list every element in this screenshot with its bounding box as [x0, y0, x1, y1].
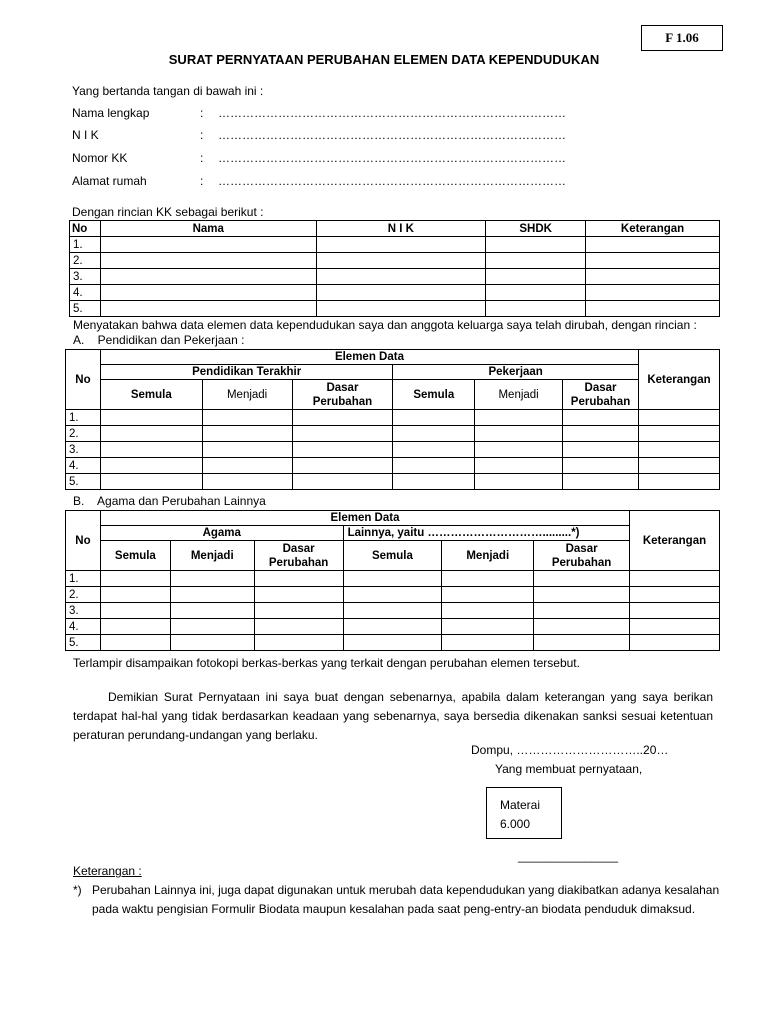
perubahan-line: Perubahan [570, 395, 631, 408]
materai-label: Materai [500, 798, 541, 812]
pendidikan-header: Pendidikan Terakhir [100, 365, 392, 380]
row-number: 4. [70, 285, 101, 301]
field-label: Nama lengkap [72, 106, 150, 120]
table-row[interactable] [66, 587, 720, 603]
col-no: No [70, 221, 101, 237]
field-label: Nomor KK [72, 151, 128, 165]
row-number: 4. [66, 458, 101, 474]
col-no: No [66, 350, 101, 410]
intro-text: Yang bertanda tangan di bawah ini : [72, 84, 264, 98]
table-row[interactable] [70, 269, 720, 285]
closing-paragraph: Demikian Surat Pernyataan ini saya buat dengan sebenarnya, apabila dalam keterangan yang saya berikan terdapat hal-hal yang tidak berdasarkan keadaan yang sebenarnya, saya bersedia dikenakan sanksi sesuai ketentuan peraturan perundang-undangan yang berlaku. [73, 690, 713, 742]
table-row[interactable] [66, 442, 720, 458]
education-job-table [65, 349, 720, 490]
note-text-line-1: Perubahan Lainnya ini, juga dapat digunakan untuk merubah data kependudukan yang diakibatkan adanya kesalahan [92, 883, 720, 897]
kk-table [69, 220, 720, 317]
col-semula: Semula [343, 541, 442, 571]
pekerjaan-header: Pekerjaan [393, 365, 639, 380]
col-no: No [66, 511, 101, 571]
materai-stamp-box [486, 787, 562, 839]
row-number: 1. [70, 237, 101, 253]
col-dasar-perubahan [563, 380, 639, 410]
row-number: 3. [70, 269, 101, 285]
table-header-row [70, 221, 720, 237]
table-row[interactable] [70, 253, 720, 269]
col-keterangan: Keterangan [630, 511, 720, 571]
place-date: Dompu, …………………………..20… [471, 743, 669, 757]
table-row[interactable] [66, 426, 720, 442]
field-label: Alamat rumah [72, 174, 147, 188]
dasar-line: Dasar [326, 381, 359, 394]
note-text-line-2: pada waktu pengisian Formulir Biodata maupun kesalahan pada saat peng-entry-an biodata penduduk dimaksud. [92, 902, 696, 916]
col-nama: Nama [100, 221, 316, 237]
col-menjadi: Menjadi [170, 541, 254, 571]
table-row[interactable] [66, 571, 720, 587]
dasar-line: Dasar [282, 542, 315, 555]
field-dots: …………………………………………………………………………… [218, 128, 566, 142]
row-number: 4. [66, 619, 101, 635]
notes-title: Keterangan : [73, 864, 142, 878]
elemen-data-header: Elemen Data [100, 350, 638, 365]
table-row[interactable] [70, 301, 720, 317]
col-nik: N I K [316, 221, 486, 237]
col-dasar-perubahan [292, 380, 393, 410]
kk-intro: Dengan rincian KK sebagai berikut : [72, 205, 264, 219]
row-number: 1. [66, 410, 101, 426]
table-row[interactable] [66, 619, 720, 635]
form-code-box: F 1.06 [641, 25, 723, 51]
dasar-line: Dasar [565, 542, 598, 555]
perubahan-line: Perubahan [312, 395, 373, 408]
row-number: 3. [66, 603, 101, 619]
note-marker: *) [73, 883, 82, 897]
field-dots: …………………………………………………………………………… [218, 151, 566, 165]
table-row[interactable] [66, 635, 720, 651]
section-a-label: A. Pendidikan dan Pekerjaan : [73, 333, 245, 347]
row-number: 2. [70, 253, 101, 269]
table-row[interactable] [70, 285, 720, 301]
field-dots: …………………………………………………………………………… [218, 106, 566, 120]
perubahan-line: Perubahan [268, 556, 329, 569]
col-keterangan: Keterangan [638, 350, 719, 410]
table-row[interactable] [66, 603, 720, 619]
lainnya-header: Lainnya, yaitu ………………………….........*) [343, 526, 629, 541]
col-menjadi: Menjadi [202, 380, 292, 410]
col-semula: Semula [100, 380, 202, 410]
row-number: 2. [66, 426, 101, 442]
col-semula: Semula [393, 380, 475, 410]
col-dasar-perubahan [534, 541, 630, 571]
table-row[interactable] [66, 410, 720, 426]
field-label: N I K [72, 128, 99, 142]
statement-text: Menyatakan bahwa data elemen data kependudukan saya dan anggota keluarga saya telah dirubah, dengan rincian : [73, 318, 697, 332]
table-row[interactable] [70, 237, 720, 253]
perubahan-line: Perubahan [551, 556, 612, 569]
signer-label: Yang membuat pernyataan, [495, 762, 643, 776]
col-menjadi: Menjadi [442, 541, 534, 571]
row-number: 2. [66, 587, 101, 603]
materai-value: 6.000 [500, 817, 531, 831]
field-colon: : [200, 106, 204, 120]
dasar-line: Dasar [584, 381, 617, 394]
col-dasar-perubahan [254, 541, 343, 571]
row-number: 5. [66, 635, 101, 651]
field-colon: : [200, 174, 204, 188]
religion-other-table [65, 510, 720, 651]
section-b-label: B. Agama dan Perubahan Lainnya [73, 494, 266, 508]
table-row[interactable] [66, 474, 720, 490]
col-menjadi: Menjadi [475, 380, 563, 410]
agama-header: Agama [100, 526, 343, 541]
document-title: SURAT PERNYATAAN PERUBAHAN ELEMEN DATA KEPENDUDUKAN [168, 52, 600, 67]
row-number: 3. [66, 442, 101, 458]
col-keterangan: Keterangan [586, 221, 720, 237]
table-row[interactable] [66, 458, 720, 474]
field-dots: …………………………………………………………………………… [218, 174, 566, 188]
signature-line: _______________ [518, 849, 619, 863]
col-semula: Semula [100, 541, 170, 571]
row-number: 5. [70, 301, 101, 317]
row-number: 5. [66, 474, 101, 490]
field-colon: : [200, 128, 204, 142]
field-colon: : [200, 151, 204, 165]
elemen-data-header: Elemen Data [100, 511, 629, 526]
row-number: 1. [66, 571, 101, 587]
col-shdk: SHDK [486, 221, 586, 237]
attached-note: Terlampir disampaikan fotokopi berkas-berkas yang terkait dengan perubahan elemen tersebut. [73, 656, 580, 670]
